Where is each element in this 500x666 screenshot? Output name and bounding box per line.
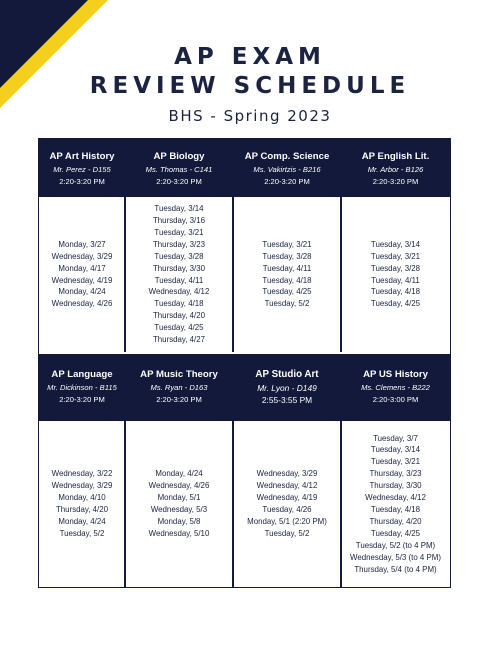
- course-name: AP Biology: [153, 151, 205, 162]
- review-date: Tuesday, 4/18: [154, 299, 204, 309]
- page-title: AP EXAM: [174, 44, 326, 70]
- review-date: Monday, 4/17: [58, 263, 106, 273]
- review-date: Tuesday, 3/14: [370, 445, 421, 455]
- review-date: Thursday, 4/20: [369, 516, 422, 526]
- review-date: Tuesday, 4/25: [154, 323, 204, 333]
- review-date: Wednesday, 4/26: [51, 299, 113, 309]
- review-date: Tuesday, 4/18: [262, 275, 312, 285]
- column-divider: [340, 197, 342, 352]
- session-time: 2:20-3:00 PM: [372, 395, 419, 404]
- review-date: Wednesday, 4/12: [256, 481, 318, 491]
- course-name: AP Comp. Science: [244, 151, 330, 162]
- review-date: Wednesday, 4/26: [148, 481, 210, 491]
- course-header: [233, 139, 341, 197]
- review-dates-list: [341, 197, 450, 352]
- review-date: Tuesday, 3/21: [262, 239, 312, 249]
- review-dates-list: [125, 197, 233, 352]
- column-divider: [124, 421, 126, 587]
- session-time: 2:20-3:20 PM: [372, 177, 419, 186]
- review-date: Wednesday, 4/19: [51, 275, 113, 285]
- review-date: Tuesday, 3/21: [370, 457, 421, 467]
- course-header: [341, 139, 450, 197]
- review-date: Tuesday, 3/28: [370, 263, 421, 273]
- review-date: Thursday, 4/20: [152, 311, 206, 321]
- review-date: Tuesday, 4/25: [262, 287, 312, 297]
- review-dates-list: [233, 197, 341, 352]
- session-time: 2:20-3:20 PM: [156, 395, 202, 404]
- course-header: [39, 354, 125, 421]
- review-date: Wednesday, 3/22: [51, 469, 113, 479]
- teacher-room: Ms. Vakirtzis - B216: [253, 165, 321, 174]
- review-date: Thursday, 3/30: [152, 263, 206, 273]
- course-header: [125, 139, 233, 197]
- review-date: Monday, 4/24: [58, 287, 106, 297]
- review-date: Thursday, 3/16: [152, 215, 206, 225]
- course-header: [341, 354, 450, 421]
- teacher-room: Ms. Thomas - C141: [145, 165, 213, 174]
- session-time: 2:20-3:20 PM: [264, 177, 310, 186]
- column-divider: [340, 421, 342, 587]
- review-date: Tuesday, 3/28: [262, 251, 312, 261]
- course-name: AP Art History: [49, 151, 115, 162]
- review-date: Monday, 4/24: [58, 516, 106, 526]
- course-name: AP Music Theory: [140, 369, 218, 380]
- review-date: Monday, 5/8: [157, 516, 201, 526]
- review-date: Tuesday, 3/14: [370, 239, 421, 249]
- course-name: AP US History: [363, 369, 428, 380]
- review-dates-list: [233, 421, 341, 587]
- review-date: Tuesday, 5/2: [264, 299, 310, 309]
- course-header: [39, 139, 125, 197]
- review-date: Thursday, 4/27: [152, 335, 206, 345]
- review-date: Tuesday, 4/26: [262, 505, 312, 514]
- course-name: AP English Lit.: [361, 151, 430, 162]
- review-date: Tuesday, 4/11: [154, 275, 204, 285]
- teacher-room: Mr. Dickinson - B115: [47, 383, 117, 392]
- review-dates-list: [125, 421, 233, 587]
- column-divider: [232, 421, 234, 587]
- teacher-room: Ms. Clemens - B222: [361, 383, 430, 392]
- review-date: Tuesday, 5/2 (to 4 PM): [355, 540, 436, 550]
- review-date: Tuesday, 3/7: [373, 433, 418, 443]
- review-date: Tuesday, 3/14: [154, 204, 204, 214]
- review-date: Tuesday, 3/28: [154, 251, 204, 261]
- page-subtitle: BHS - Spring 2023: [168, 107, 332, 125]
- review-date: Tuesday, 4/11: [262, 263, 312, 273]
- review-date: Wednesday, 3/29: [51, 251, 113, 261]
- review-date: Wednesday, 4/12: [365, 493, 426, 503]
- review-date: Tuesday, 4/25: [370, 528, 421, 538]
- review-date: Wednesday, 4/19: [256, 493, 318, 503]
- review-date: Tuesday, 4/18: [370, 505, 421, 514]
- review-dates-list: [39, 197, 125, 352]
- session-time: 2:20-3:20 PM: [59, 177, 105, 186]
- review-date: Thursday, 3/30: [369, 481, 422, 491]
- column-divider: [232, 197, 234, 352]
- review-date: Tuesday, 3/21: [370, 251, 421, 261]
- course-header: [233, 354, 341, 421]
- teacher-room: Ms. Ryan - D163: [150, 383, 208, 392]
- review-date: Wednesday, 3/29: [51, 481, 113, 491]
- review-date: Wednesday, 5/3: [150, 505, 208, 514]
- column-divider: [124, 197, 126, 352]
- review-date: Thursday, 3/23: [369, 469, 422, 479]
- teacher-room: Mr. Arbor - B126: [367, 165, 424, 174]
- review-date: Wednesday, 3/29: [256, 469, 318, 479]
- review-dates-list: [341, 421, 450, 587]
- review-date: Wednesday, 4/12: [148, 287, 210, 297]
- review-date: Tuesday, 5/2: [264, 528, 310, 538]
- page-title-line2: REVIEW SCHEDULE: [89, 73, 411, 99]
- review-date: Monday, 4/24: [155, 469, 203, 479]
- session-time: 2:20-3:20 PM: [59, 395, 105, 404]
- review-date: Tuesday, 5/2: [59, 528, 105, 538]
- review-date: Wednesday, 5/10: [148, 528, 210, 538]
- review-date: Wednesday, 5/3 (to 4 PM): [350, 552, 441, 562]
- course-name: AP Studio Art: [255, 369, 319, 380]
- review-date: Monday, 5/1: [157, 493, 201, 503]
- course-header: [125, 354, 233, 421]
- review-date: Thursday, 3/23: [152, 239, 206, 249]
- review-dates-list: [39, 421, 125, 587]
- course-name: AP Language: [51, 369, 113, 380]
- schedule-table: [38, 138, 451, 588]
- teacher-room: Mr. Lyon - D149: [257, 383, 317, 393]
- review-date: Thursday, 5/4 (to 4 PM): [354, 564, 437, 574]
- review-date: Monday, 4/10: [58, 493, 106, 503]
- review-date: Tuesday, 4/18: [370, 287, 421, 297]
- session-time: 2:20-3:20 PM: [156, 177, 202, 186]
- teacher-room: Mr. Perez - D155: [53, 165, 111, 174]
- review-date: Tuesday, 4/25: [370, 299, 421, 309]
- session-time: 2:55-3:55 PM: [261, 395, 313, 405]
- review-date: Tuesday, 4/11: [371, 275, 420, 285]
- review-date: Monday, 5/1 (2:20 PM): [247, 516, 327, 526]
- review-date: Tuesday, 3/21: [154, 227, 204, 237]
- review-date: Monday, 3/27: [58, 239, 106, 249]
- review-date: Thursday, 4/20: [55, 505, 109, 514]
